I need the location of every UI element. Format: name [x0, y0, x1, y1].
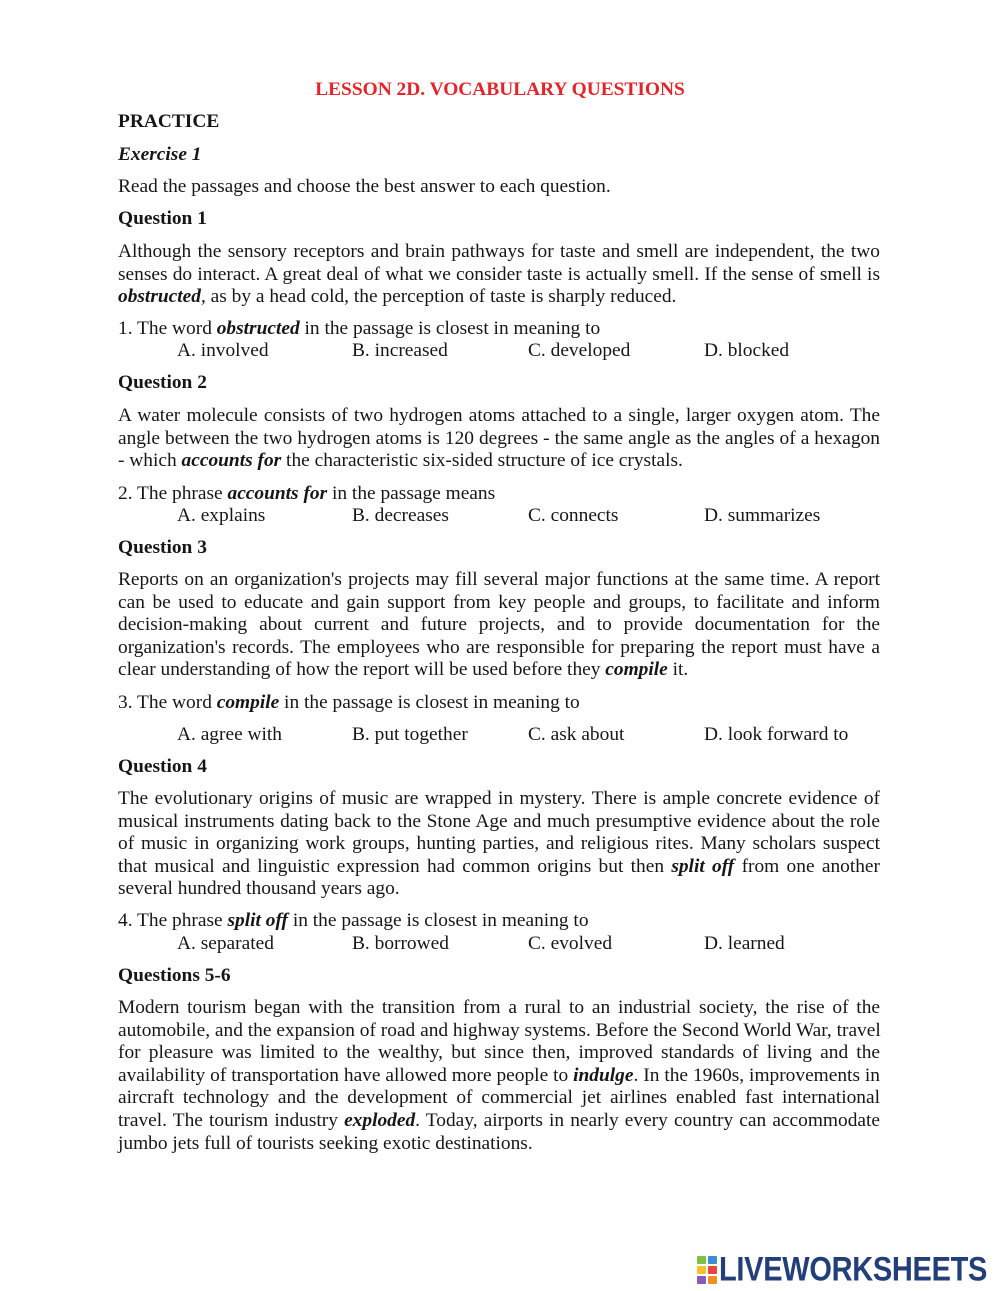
question-prompt	[118, 483, 880, 506]
passage-line: jumbo jets full of tourists seeking exotic destinations.	[118, 1132, 533, 1154]
prompt-line	[118, 318, 880, 341]
passage-text: that musical and linguistic expression had common origins but then	[118, 855, 672, 877]
option-b[interactable]: B. increased	[352, 340, 448, 361]
passage-text: the characteristic six-sided structure of ice crystals.	[281, 450, 683, 472]
key-term: indulge	[573, 1064, 634, 1086]
passage-line: aircraft technology and the development of commercial jet airlines enabled fast international	[118, 1087, 880, 1109]
passage-line	[118, 1065, 880, 1088]
answer-options	[118, 724, 880, 747]
option-d[interactable]: D. look forward to	[704, 724, 849, 745]
prompt-text: 4. The phrase	[118, 910, 228, 931]
passage-text: . Today, airports in nearly every country can accommodate	[415, 1109, 880, 1131]
logo-wordmark: LIVEWORKSHEETS	[719, 1251, 988, 1289]
passage-text: from one another	[734, 855, 880, 877]
key-term: accounts for	[227, 483, 328, 504]
answer-options	[118, 340, 880, 363]
passage-text: . In the 1960s, improvements in	[633, 1064, 881, 1086]
passage-line: of music in organizing work groups, hunting parties, and religious rites. Many scholars suspect	[118, 833, 880, 855]
logo-tile	[708, 1276, 717, 1284]
liveworksheets-logo	[697, 1251, 993, 1289]
question-heading: Question 4	[118, 756, 207, 777]
prompt-text: 3. The word	[118, 692, 217, 713]
passage-line: Although the sensory receptors and brain pathways for taste and smell are independent, the two	[118, 241, 880, 262]
question-prompt	[118, 910, 880, 933]
question-heading: Question 3	[118, 537, 207, 558]
question-heading: Question 2	[118, 372, 207, 393]
option-c[interactable]: C. evolved	[528, 933, 613, 954]
option-a[interactable]: A. separated	[177, 933, 274, 954]
reading-passage	[118, 241, 880, 309]
passage-line: senses do interact. A great deal of what we consider taste is actually smell. If the sense of smell is	[118, 263, 880, 285]
passage-line: musical instruments dating back to the Stone Age and much presumptive evidence about the role	[118, 810, 880, 832]
passage-line: several hundred thousand years ago.	[118, 878, 400, 900]
passage-line	[118, 659, 880, 682]
prompt-text: in the passage means	[327, 483, 496, 504]
passage-text: travel. The tourism industry	[118, 1109, 345, 1131]
section-heading: PRACTICE	[118, 111, 220, 132]
key-term: split off	[227, 910, 289, 931]
option-c[interactable]: C. ask about	[528, 724, 625, 745]
option-a[interactable]: A. involved	[177, 340, 269, 361]
option-a[interactable]: A. explains	[177, 505, 266, 526]
passage-line: A water molecule consists of two hydrogen atoms attached to a single, larger oxygen atom. The	[118, 405, 880, 426]
prompt-text: in the passage is closest in meaning to	[279, 692, 580, 713]
passage-line	[118, 1110, 880, 1133]
reading-passage	[118, 405, 880, 473]
passage-line	[118, 450, 880, 473]
option-c[interactable]: C. developed	[528, 340, 631, 361]
lesson-title: LESSON 2D. VOCABULARY QUESTIONS	[315, 79, 685, 100]
passage-line: automobile, and the expansion of road and highway systems. Before the Second World War, travel	[118, 1019, 881, 1041]
option-a[interactable]: A. agree with	[177, 724, 282, 745]
option-d[interactable]: D. learned	[704, 933, 785, 954]
prompt-line	[118, 483, 880, 506]
passage-line: can be used to educate and gain support from key people and groups, to facilitate and inform	[118, 591, 880, 613]
passage-line	[118, 856, 880, 879]
passage-text: availability of transportation have allowed more people to	[118, 1064, 574, 1086]
prompt-text: in the passage is closest in meaning to	[299, 318, 601, 339]
passage-line: decision-making about current and future projects, and to provide documentation for the	[118, 614, 880, 636]
question-heading: Question 1	[118, 208, 207, 229]
passage-text: , as by a head cold, the perception of taste is sharply reduced.	[200, 286, 677, 308]
option-c[interactable]: C. connects	[528, 505, 619, 526]
liveworksheets-logo-icon	[697, 1256, 717, 1284]
exercise-instruction: Read the passages and choose the best answer to each question.	[118, 176, 611, 197]
reading-passage	[118, 569, 880, 682]
answer-options	[118, 933, 880, 956]
passage-line: for pleasure was limited to the wealthy, but since then, improved standards of living and the	[118, 1042, 880, 1064]
prompt-text: in the passage is closest in meaning to	[288, 910, 589, 931]
passage-line: The evolutionary origins of music are wrapped in mystery. There is ample concrete evidence of	[118, 788, 880, 809]
logo-tile	[697, 1266, 706, 1274]
passage-line: organization's records. The employees who are responsible for preparing the report must have a	[118, 636, 880, 658]
option-b[interactable]: B. borrowed	[352, 933, 449, 954]
logo-tile	[697, 1276, 706, 1284]
key-term: obstructed	[216, 318, 300, 339]
option-b[interactable]: B. put together	[352, 724, 468, 745]
logo-tile	[708, 1256, 717, 1264]
passage-line: angle between the two hydrogen atoms is 120 degrees - the same angle as the angles of a hexagon	[118, 427, 880, 449]
passage-line: Reports on an organization's projects may fill several major functions at the same time. A report	[118, 569, 880, 590]
key-term: accounts for	[181, 450, 282, 472]
option-d[interactable]: D. summarizes	[704, 505, 821, 526]
prompt-line	[118, 692, 880, 715]
question-prompt	[118, 692, 880, 715]
question-heading: Questions 5-6	[118, 965, 231, 986]
question-prompt	[118, 318, 880, 341]
exercise-heading: Exercise 1	[118, 144, 202, 165]
prompt-line	[118, 910, 880, 933]
passage-text: it.	[667, 659, 689, 681]
prompt-text: 1. The word	[118, 318, 217, 339]
reading-passage	[118, 788, 880, 901]
key-term: exploded	[344, 1109, 416, 1131]
logo-tile	[708, 1266, 717, 1274]
key-term: compile	[216, 692, 280, 713]
passage-text: clear understanding of how the report will be used before they	[118, 659, 606, 681]
passage-line: Modern tourism began with the transition from a rural to an industrial society, the rise of the	[118, 997, 880, 1018]
prompt-text: 2. The phrase	[118, 483, 228, 504]
option-d[interactable]: D. blocked	[704, 340, 790, 361]
key-term: obstructed	[118, 286, 201, 308]
passage-text: - which	[118, 450, 182, 472]
passage-line	[118, 286, 880, 309]
logo-tile	[697, 1256, 706, 1264]
answer-options	[118, 505, 880, 528]
reading-passage	[118, 997, 880, 1155]
option-b[interactable]: B. decreases	[352, 505, 449, 526]
key-term: compile	[605, 659, 668, 681]
key-term: split off	[671, 855, 735, 877]
